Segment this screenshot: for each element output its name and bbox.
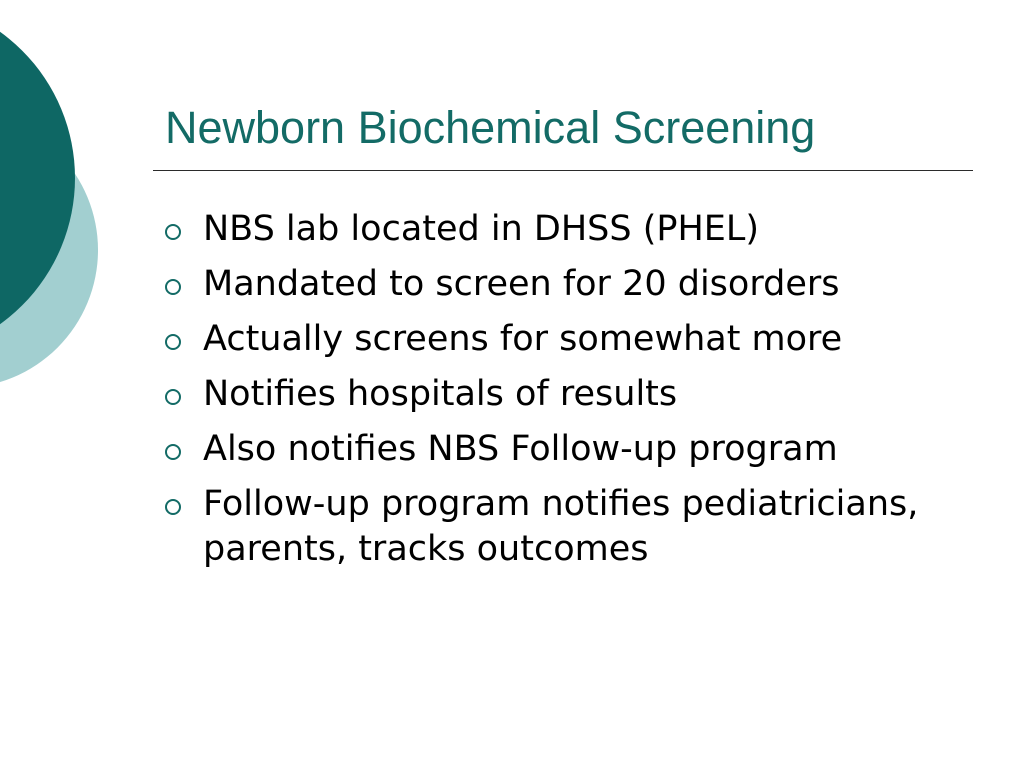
bullet-text: Actually screens for somewhat more — [203, 319, 843, 359]
bullet-text: NBS lab located in DHSS (PHEL) — [203, 209, 760, 249]
title-divider — [153, 170, 973, 171]
bullet-text: Notifies hospitals of results — [203, 374, 678, 414]
bullet-item — [165, 262, 985, 307]
bullet-text: Follow-up program notifies pediatricians, parents, tracks outcomes — [203, 484, 919, 569]
hollow-circle-icon — [165, 279, 181, 295]
bullet-item — [165, 207, 985, 252]
bullet-item — [165, 482, 985, 572]
decorative-circles — [0, 0, 120, 420]
bullet-text: Mandated to screen for 20 disorders — [203, 264, 840, 304]
bullet-text: Also notifies NBS Follow-up program — [203, 429, 838, 469]
hollow-circle-icon — [165, 224, 181, 240]
bullet-item — [165, 372, 985, 417]
hollow-circle-icon — [165, 499, 181, 515]
hollow-circle-icon — [165, 334, 181, 350]
bullet-item — [165, 317, 985, 362]
bullet-list — [165, 207, 985, 582]
bullet-item — [165, 427, 985, 472]
hollow-circle-icon — [165, 389, 181, 405]
hollow-circle-icon — [165, 444, 181, 460]
slide-title: Newborn Biochemical Screening — [165, 102, 816, 153]
